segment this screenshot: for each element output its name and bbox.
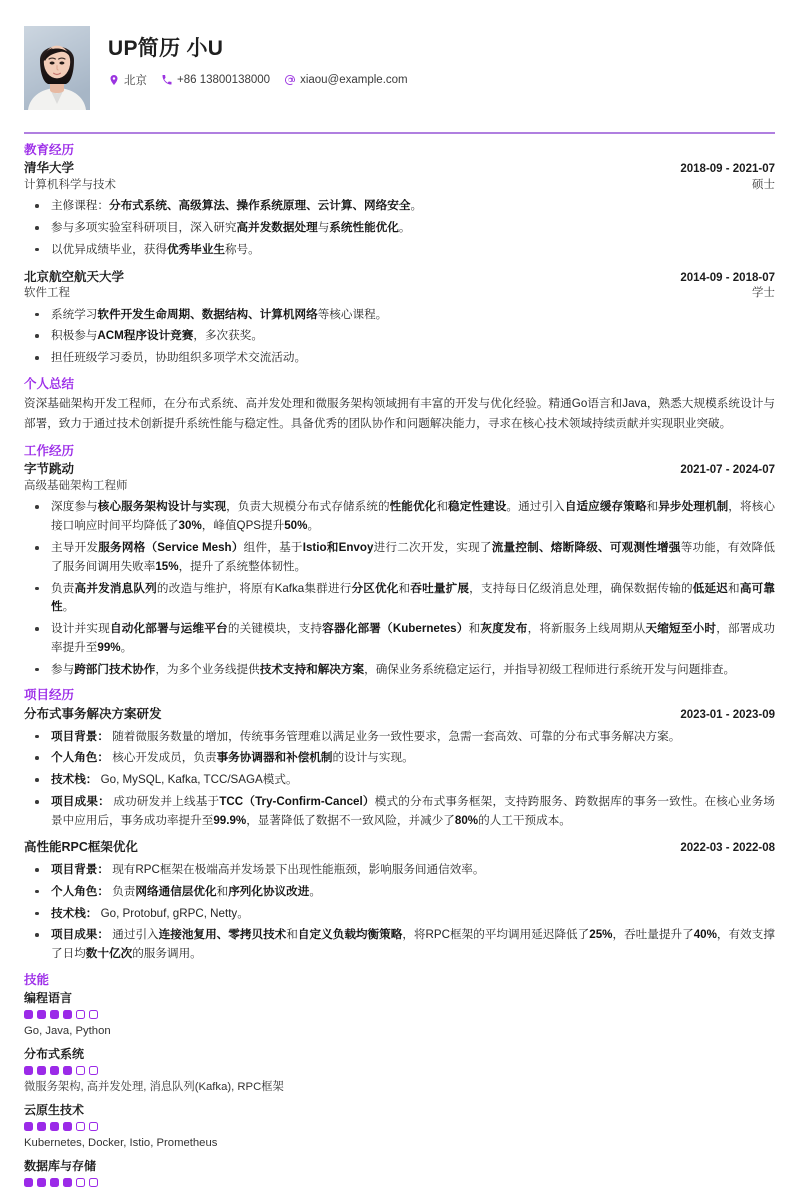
bullet-item: 个人角色： 核心开发成员，负责事务协调器和补偿机制的设计与实现。 [24, 749, 775, 768]
page-title: UP简历 小U [108, 37, 224, 60]
education-date: 2014-09 - 2018-07 [680, 271, 775, 284]
work-role: 高级基础架构工程师 [24, 479, 128, 492]
bullet-item: 参与多项实验室科研项目，深入研究高并发数据处理与系统性能优化。 [24, 219, 775, 238]
rating-dot-empty [76, 1010, 85, 1019]
bullet-item: 主导开发服务网格（Service Mesh）组件，基于Istio和Envoy进行二次开发，实现了流量控制、熔断降级、可观测性增强等功能，有效降低了服务间调用失败率15%，提升了系统整体韧性。 [24, 539, 775, 577]
rating-dot-filled [63, 1066, 72, 1075]
skill-rating [24, 1010, 775, 1019]
contact-phone [161, 74, 270, 86]
skill-block [24, 990, 775, 1040]
location-pin-icon [108, 74, 120, 86]
section-projects [24, 688, 775, 963]
resume-header [24, 0, 775, 110]
rating-dot-filled [24, 1010, 33, 1019]
rating-dot-filled [37, 1122, 46, 1131]
bullet-item: 担任班级学习委员，协助组织多项学术交流活动。 [24, 349, 775, 368]
rating-dot-empty [76, 1178, 85, 1187]
education-degree: 学士 [752, 287, 775, 300]
header-divider [24, 132, 775, 134]
bullet-item: 积极参与ACM程序设计竞赛，多次获奖。 [24, 327, 775, 346]
bullet-item: 个人角色： 负责网络通信层优化和序列化协议改进。 [24, 883, 775, 902]
rating-dot-filled [50, 1066, 59, 1075]
rating-dot-empty [89, 1178, 98, 1187]
bullet-item: 项目成果： 通过引入连接池复用、零拷贝技术和自定义负载均衡策略，将RPC框架的平均调用延迟降低了25%，吞吐量提升了40%，有效支撑了日均数十亿次的服务调用。 [24, 926, 775, 964]
skill-description: Go, Java, Python [24, 1024, 111, 1037]
project-bullets [24, 861, 775, 964]
section-title-projects: 项目经历 [24, 688, 75, 703]
contact-email-text: xiaou@example.com [300, 74, 408, 87]
rating-dot-empty [76, 1122, 85, 1131]
education-bullets [24, 306, 775, 368]
project-date: 2022-03 - 2022-08 [680, 842, 775, 855]
rating-dot-filled [50, 1178, 59, 1187]
work-bullets [24, 498, 775, 679]
rating-dot-filled [37, 1178, 46, 1187]
contact-phone-text: +86 13800138000 [177, 74, 271, 87]
bullet-item: 设计并实现自动化部署与运维平台的关键模块，支持容器化部署（Kubernetes）和灰度发布，将新服务上线周期从天缩短至小时，部署成功率提升至99%。 [24, 620, 775, 658]
education-major: 软件工程 [24, 287, 70, 300]
education-major: 计算机科学与技术 [24, 178, 116, 191]
project-name: 分布式事务解决方案研发 [24, 707, 162, 722]
education-bullets [24, 197, 775, 259]
rating-dot-filled [37, 1066, 46, 1075]
rating-dot-empty [89, 1010, 98, 1019]
rating-dot-filled [37, 1010, 46, 1019]
project-name: 高性能RPC框架优化 [24, 840, 138, 855]
email-at-icon [284, 74, 296, 86]
bullet-item: 主修课程：分布式系统、高级算法、操作系统原理、云计算、网络安全。 [24, 197, 775, 216]
section-work [24, 444, 775, 680]
section-title-education: 教育经历 [24, 142, 75, 157]
summary-text: 资深基础架构开发工程师，在分布式系统、高并发处理和微服务架构领域拥有丰富的开发与优化经验。精通Go语言和Java，熟悉大规模系统设计与部署，致力于通过技术创新提升系统性能与稳定性。具备优秀的团队协作和问题解决能力，寻求在核心技术领域持续贡献并实现职业突破。 [24, 396, 775, 431]
phone-icon [161, 74, 173, 86]
skill-block [24, 1158, 775, 1187]
education-degree: 硕士 [752, 178, 775, 191]
project-bullets [24, 728, 775, 831]
rating-dot-filled [24, 1066, 33, 1075]
contact-location [108, 72, 147, 88]
project-entry [24, 706, 775, 830]
project-entry [24, 839, 775, 963]
section-title-summary: 个人总结 [24, 376, 75, 391]
education-date: 2018-09 - 2021-07 [680, 163, 775, 176]
avatar [24, 26, 90, 110]
bullet-item: 参与跨部门技术协作，为多个业务线提供技术支持和解决方案，确保业务系统稳定运行，并指导初级工程师进行系统开发与问题排查。 [24, 661, 775, 680]
project-date: 2023-01 - 2023-09 [680, 709, 775, 722]
skill-name: 数据库与存储 [24, 1158, 97, 1173]
bullet-item: 项目成果： 成功研发并上线基于TCC（Try-Confirm-Cancel）模式的分布式事务框架，支持跨服务、跨数据库的事务一致性。在核心业务场景中应用后，事务成功率提升至99.9%，显著降低了数据不一致风险，并减少了80%的人工干预成本。 [24, 793, 775, 831]
section-summary [24, 377, 775, 435]
rating-dot-filled [63, 1010, 72, 1019]
work-entry [24, 461, 775, 679]
skill-name: 分布式系统 [24, 1046, 85, 1061]
skill-rating [24, 1122, 775, 1131]
skill-name: 云原生技术 [24, 1102, 85, 1117]
skill-block [24, 1102, 775, 1152]
rating-dot-filled [24, 1178, 33, 1187]
education-entry [24, 160, 775, 259]
skills-list [24, 990, 775, 1187]
bullet-item: 负责高并发消息队列的改造与维护，将原有Kafka集群进行分区优化和吞吐量扩展，支持每日亿级消息处理，确保数据传输的低延迟和高可靠性。 [24, 580, 775, 618]
header-text-block [108, 26, 416, 88]
work-date: 2021-07 - 2024-07 [680, 464, 775, 477]
contact-email [284, 74, 408, 86]
bullet-item: 项目背景： 随着微服务数量的增加，传统事务管理难以满足业务一致性要求，急需一套高效、可靠的分布式事务解决方案。 [24, 728, 775, 747]
bullet-item: 技术栈： Go, Protobuf, gRPC, Netty。 [24, 905, 775, 924]
rating-dot-filled [24, 1122, 33, 1131]
education-entry [24, 269, 775, 368]
section-skills [24, 973, 775, 1187]
section-education [24, 143, 775, 368]
bullet-item: 系统学习软件开发生命周期、数据结构、计算机网络等核心课程。 [24, 306, 775, 325]
bullet-item: 深度参与核心服务架构设计与实现，负责大规模分布式存储系统的性能优化和稳定性建设。通过引入自适应缓存策略和异步处理机制，将核心接口响应时间平均降低了30%，峰值QPS提升50%。 [24, 498, 775, 536]
work-company: 字节跳动 [24, 462, 75, 477]
rating-dot-empty [76, 1066, 85, 1075]
skill-rating [24, 1178, 775, 1187]
rating-dot-empty [89, 1066, 98, 1075]
skill-rating [24, 1066, 775, 1075]
rating-dot-filled [50, 1122, 59, 1131]
rating-dot-filled [63, 1122, 72, 1131]
rating-dot-empty [89, 1122, 98, 1131]
rating-dot-filled [50, 1010, 59, 1019]
skill-name: 编程语言 [24, 990, 73, 1005]
bullet-item: 技术栈： Go, MySQL, Kafka, TCC/SAGA模式。 [24, 771, 775, 790]
bullet-item: 以优异成绩毕业，获得优秀毕业生称号。 [24, 241, 775, 260]
rating-dot-filled [63, 1178, 72, 1187]
contact-location-text: 北京 [124, 75, 147, 88]
section-title-skills: 技能 [24, 972, 50, 987]
bullet-item: 项目背景： 现有RPC框架在极端高并发场景下出现性能瓶颈，影响服务间通信效率。 [24, 861, 775, 880]
section-title-work: 工作经历 [24, 443, 75, 458]
contact-list [108, 72, 416, 88]
skill-description: 微服务架构, 高并发处理, 消息队列(Kafka), RPC框架 [24, 1080, 284, 1093]
skill-description: Kubernetes, Docker, Istio, Prometheus [24, 1136, 218, 1149]
education-org: 北京航空航天大学 [24, 269, 125, 284]
skill-block [24, 1046, 775, 1096]
education-org: 清华大学 [24, 161, 75, 176]
